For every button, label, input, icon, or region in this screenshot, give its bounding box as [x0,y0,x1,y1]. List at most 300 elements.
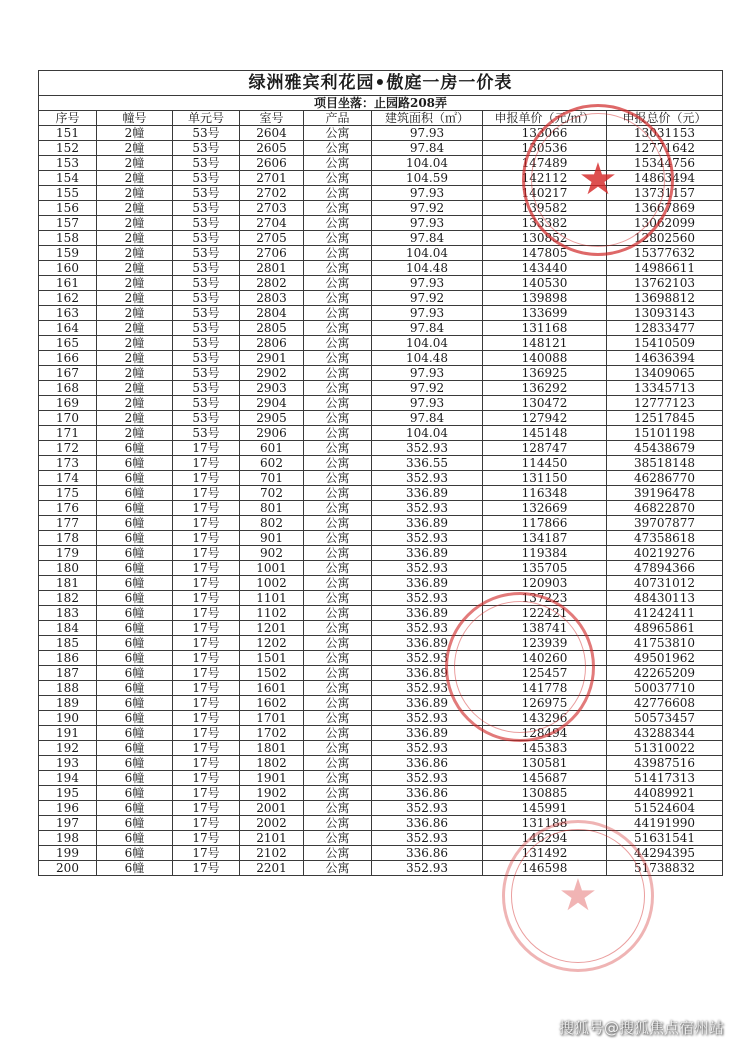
cell-unit-price: 130852 [483,231,607,246]
cell-product: 公寓 [304,546,372,561]
cell-area: 97.92 [372,201,483,216]
cell-total-price: 43987516 [607,756,723,771]
cell-area: 97.92 [372,291,483,306]
cell-unit-price: 137223 [483,591,607,606]
cell-total-price: 13093143 [607,306,723,321]
cell-building: 6幢 [97,771,173,786]
cell-area: 104.04 [372,156,483,171]
cell-unit: 53号 [173,186,240,201]
cell-area: 352.93 [372,441,483,456]
cell-unit: 17号 [173,531,240,546]
cell-serial: 156 [39,201,97,216]
cell-serial: 197 [39,816,97,831]
cell-unit: 53号 [173,201,240,216]
cell-serial: 192 [39,741,97,756]
cell-unit: 53号 [173,426,240,441]
cell-room: 2705 [240,231,304,246]
cell-product: 公寓 [304,246,372,261]
cell-building: 2幢 [97,321,173,336]
cell-room: 2903 [240,381,304,396]
cell-unit-price: 125457 [483,666,607,681]
cell-product: 公寓 [304,201,372,216]
cell-building: 6幢 [97,456,173,471]
cell-unit: 53号 [173,171,240,186]
cell-area: 352.93 [372,801,483,816]
cell-total-price: 13731157 [607,186,723,201]
watermark: 搜狐号@搜狐焦点宿州站 [558,1019,724,1037]
cell-unit-price: 131168 [483,321,607,336]
cell-serial: 178 [39,531,97,546]
table-row [39,426,723,441]
cell-product: 公寓 [304,186,372,201]
cell-product: 公寓 [304,261,372,276]
cell-unit: 53号 [173,321,240,336]
cell-unit: 53号 [173,126,240,141]
table-row [39,411,723,426]
cell-serial: 158 [39,231,97,246]
cell-product: 公寓 [304,501,372,516]
cell-room: 2901 [240,351,304,366]
seal-star-icon: ★ [578,154,618,205]
cell-product: 公寓 [304,786,372,801]
cell-product: 公寓 [304,681,372,696]
cell-total-price: 50037710 [607,681,723,696]
cell-unit-price: 139898 [483,291,607,306]
cell-building: 6幢 [97,516,173,531]
cell-unit-price: 123939 [483,636,607,651]
cell-unit-price: 142112 [483,171,607,186]
cell-product: 公寓 [304,831,372,846]
table-row [39,321,723,336]
cell-total-price: 14863494 [607,171,723,186]
cell-building: 2幢 [97,261,173,276]
cell-product: 公寓 [304,531,372,546]
cell-area: 336.55 [372,456,483,471]
cell-serial: 166 [39,351,97,366]
cell-room: 1801 [240,741,304,756]
cell-area: 97.93 [372,186,483,201]
table-row [39,696,723,711]
table-row [39,306,723,321]
cell-product: 公寓 [304,411,372,426]
cell-unit-price: 140530 [483,276,607,291]
table-row [39,276,723,291]
cell-unit-price: 117866 [483,516,607,531]
cell-unit: 17号 [173,846,240,861]
cell-area: 352.93 [372,591,483,606]
cell-product: 公寓 [304,711,372,726]
cell-unit: 53号 [173,306,240,321]
cell-building: 2幢 [97,186,173,201]
cell-room: 1702 [240,726,304,741]
col-header-area: 建筑面积（㎡） [372,111,483,126]
table-row [39,336,723,351]
cell-total-price: 47358618 [607,531,723,546]
cell-unit: 53号 [173,141,240,156]
table-row [39,456,723,471]
cell-unit-price: 147805 [483,246,607,261]
cell-serial: 183 [39,606,97,621]
cell-room: 2805 [240,321,304,336]
cell-unit-price: 145687 [483,771,607,786]
cell-product: 公寓 [304,561,372,576]
cell-serial: 159 [39,246,97,261]
cell-total-price: 39196478 [607,486,723,501]
cell-area: 97.84 [372,231,483,246]
cell-unit-price: 136292 [483,381,607,396]
cell-unit: 53号 [173,351,240,366]
project-location: 项目坐落：止园路208弄 [39,96,723,111]
cell-serial: 168 [39,381,97,396]
table-row [39,786,723,801]
cell-building: 6幢 [97,711,173,726]
cell-unit-price: 141778 [483,681,607,696]
cell-building: 2幢 [97,351,173,366]
table-row [39,471,723,486]
cell-building: 2幢 [97,381,173,396]
table-row [39,816,723,831]
col-header-total-price: 申报总价（元） [607,111,723,126]
cell-total-price: 40731012 [607,576,723,591]
table-row [39,711,723,726]
cell-room: 801 [240,501,304,516]
cell-unit-price: 133066 [483,126,607,141]
cell-serial: 180 [39,561,97,576]
cell-building: 2幢 [97,276,173,291]
cell-serial: 155 [39,186,97,201]
cell-unit-price: 116348 [483,486,607,501]
cell-product: 公寓 [304,426,372,441]
cell-building: 2幢 [97,231,173,246]
cell-building: 6幢 [97,441,173,456]
cell-area: 336.89 [372,666,483,681]
cell-product: 公寓 [304,846,372,861]
cell-serial: 157 [39,216,97,231]
cell-building: 6幢 [97,786,173,801]
cell-room: 2904 [240,396,304,411]
cell-unit: 17号 [173,606,240,621]
table-row [39,156,723,171]
cell-building: 6幢 [97,636,173,651]
cell-product: 公寓 [304,231,372,246]
col-header-serial: 序号 [39,111,97,126]
cell-room: 1501 [240,651,304,666]
cell-building: 6幢 [97,846,173,861]
cell-room: 1002 [240,576,304,591]
cell-unit: 17号 [173,576,240,591]
cell-product: 公寓 [304,816,372,831]
table-row [39,651,723,666]
cell-building: 6幢 [97,696,173,711]
table-row [39,531,723,546]
table-row [39,636,723,651]
cell-unit-price: 135705 [483,561,607,576]
cell-unit: 17号 [173,756,240,771]
cell-serial: 191 [39,726,97,741]
cell-room: 1602 [240,696,304,711]
cell-building: 6幢 [97,801,173,816]
cell-product: 公寓 [304,441,372,456]
cell-unit-price: 130536 [483,141,607,156]
col-header-room: 室号 [240,111,304,126]
cell-area: 352.93 [372,621,483,636]
cell-room: 2606 [240,156,304,171]
cell-product: 公寓 [304,726,372,741]
cell-area: 352.93 [372,531,483,546]
cell-serial: 176 [39,501,97,516]
cell-product: 公寓 [304,471,372,486]
table-row [39,621,723,636]
cell-building: 6幢 [97,621,173,636]
cell-area: 97.93 [372,216,483,231]
cell-total-price: 45438679 [607,441,723,456]
cell-total-price: 41242411 [607,606,723,621]
cell-area: 104.04 [372,246,483,261]
cell-product: 公寓 [304,276,372,291]
cell-unit: 53号 [173,396,240,411]
cell-area: 352.93 [372,831,483,846]
cell-serial: 164 [39,321,97,336]
cell-area: 336.89 [372,606,483,621]
cell-serial: 186 [39,651,97,666]
cell-total-price: 13409065 [607,366,723,381]
table-row [39,186,723,201]
cell-area: 97.93 [372,396,483,411]
cell-total-price: 12833477 [607,321,723,336]
cell-room: 2706 [240,246,304,261]
cell-area: 97.93 [372,276,483,291]
cell-total-price: 13345713 [607,381,723,396]
cell-area: 97.84 [372,321,483,336]
cell-room: 2704 [240,216,304,231]
table-row [39,291,723,306]
cell-building: 6幢 [97,606,173,621]
cell-building: 6幢 [97,681,173,696]
cell-serial: 175 [39,486,97,501]
cell-total-price: 43288344 [607,726,723,741]
cell-product: 公寓 [304,606,372,621]
cell-unit: 17号 [173,681,240,696]
cell-building: 6幢 [97,471,173,486]
cell-unit: 17号 [173,591,240,606]
cell-serial: 172 [39,441,97,456]
table-row [39,516,723,531]
cell-unit: 53号 [173,276,240,291]
cell-unit-price: 134187 [483,531,607,546]
cell-serial: 181 [39,576,97,591]
cell-area: 352.93 [372,471,483,486]
table-row [39,546,723,561]
cell-unit: 17号 [173,486,240,501]
cell-room: 2001 [240,801,304,816]
cell-total-price: 50573457 [607,711,723,726]
cell-total-price: 44191990 [607,816,723,831]
cell-total-price: 51524604 [607,801,723,816]
header-row [39,111,723,126]
table-row [39,561,723,576]
cell-product: 公寓 [304,696,372,711]
cell-unit-price: 119384 [483,546,607,561]
cell-total-price: 15344756 [607,156,723,171]
cell-area: 104.04 [372,426,483,441]
cell-serial: 190 [39,711,97,726]
cell-room: 802 [240,516,304,531]
cell-serial: 165 [39,336,97,351]
cell-unit: 53号 [173,216,240,231]
cell-unit: 53号 [173,291,240,306]
cell-unit: 17号 [173,726,240,741]
cell-serial: 198 [39,831,97,846]
cell-serial: 167 [39,366,97,381]
cell-building: 6幢 [97,651,173,666]
cell-area: 336.86 [372,756,483,771]
cell-unit-price: 145383 [483,741,607,756]
cell-unit-price: 133699 [483,306,607,321]
cell-room: 1802 [240,756,304,771]
cell-product: 公寓 [304,381,372,396]
table-row [39,141,723,156]
cell-unit-price: 140217 [483,186,607,201]
cell-room: 602 [240,456,304,471]
cell-product: 公寓 [304,801,372,816]
cell-unit: 53号 [173,231,240,246]
cell-unit: 17号 [173,501,240,516]
cell-total-price: 47894366 [607,561,723,576]
cell-building: 2幢 [97,291,173,306]
cell-total-price: 12802560 [607,231,723,246]
col-header-unit: 单元号 [173,111,240,126]
cell-building: 6幢 [97,666,173,681]
cell-unit: 17号 [173,741,240,756]
cell-building: 6幢 [97,861,173,876]
cell-unit: 17号 [173,636,240,651]
cell-building: 2幢 [97,171,173,186]
cell-unit: 17号 [173,831,240,846]
cell-total-price: 46286770 [607,471,723,486]
cell-unit: 53号 [173,381,240,396]
table-row [39,351,723,366]
cell-total-price: 48430113 [607,591,723,606]
cell-total-price: 51738832 [607,861,723,876]
cell-room: 2201 [240,861,304,876]
cell-unit-price: 120903 [483,576,607,591]
table-row [39,861,723,876]
cell-total-price: 15410509 [607,336,723,351]
cell-total-price: 51417313 [607,771,723,786]
cell-unit-price: 139582 [483,201,607,216]
cell-unit: 17号 [173,816,240,831]
cell-total-price: 13698812 [607,291,723,306]
cell-product: 公寓 [304,291,372,306]
cell-unit: 17号 [173,546,240,561]
cell-room: 902 [240,546,304,561]
cell-area: 97.93 [372,306,483,321]
table-row [39,756,723,771]
cell-unit: 53号 [173,156,240,171]
cell-product: 公寓 [304,861,372,876]
cell-product: 公寓 [304,396,372,411]
cell-room: 1601 [240,681,304,696]
table-row [39,501,723,516]
cell-product: 公寓 [304,456,372,471]
table-row [39,831,723,846]
cell-total-price: 44089921 [607,786,723,801]
cell-serial: 199 [39,846,97,861]
cell-area: 97.93 [372,126,483,141]
cell-product: 公寓 [304,756,372,771]
cell-area: 352.93 [372,741,483,756]
cell-room: 2802 [240,276,304,291]
cell-building: 2幢 [97,411,173,426]
table-row [39,261,723,276]
cell-product: 公寓 [304,216,372,231]
table-row [39,846,723,861]
cell-room: 1202 [240,636,304,651]
table-row [39,801,723,816]
cell-unit: 17号 [173,471,240,486]
cell-room: 2002 [240,816,304,831]
cell-area: 352.93 [372,861,483,876]
price-table [38,70,723,876]
cell-area: 336.86 [372,846,483,861]
cell-building: 2幢 [97,216,173,231]
col-header-building: 幢号 [97,111,173,126]
cell-unit: 17号 [173,621,240,636]
cell-unit: 17号 [173,666,240,681]
cell-area: 97.84 [372,141,483,156]
cell-serial: 161 [39,276,97,291]
cell-unit: 17号 [173,801,240,816]
cell-total-price: 13762103 [607,276,723,291]
cell-serial: 182 [39,591,97,606]
cell-unit-price: 131188 [483,816,607,831]
cell-room: 1102 [240,606,304,621]
cell-unit: 17号 [173,711,240,726]
table-row [39,396,723,411]
col-header-unit-price: 申报单价（元/㎡） [483,111,607,126]
cell-total-price: 40219276 [607,546,723,561]
cell-room: 2801 [240,261,304,276]
cell-area: 352.93 [372,501,483,516]
cell-room: 2701 [240,171,304,186]
cell-total-price: 44294395 [607,846,723,861]
cell-product: 公寓 [304,321,372,336]
table-row [39,201,723,216]
cell-total-price: 15101198 [607,426,723,441]
cell-room: 2605 [240,141,304,156]
table-row [39,741,723,756]
cell-area: 104.59 [372,171,483,186]
cell-room: 2703 [240,201,304,216]
cell-building: 2幢 [97,306,173,321]
table-row [39,246,723,261]
seal-star-icon: ★ [558,870,598,921]
table-row [39,231,723,246]
cell-unit: 53号 [173,246,240,261]
cell-unit: 53号 [173,336,240,351]
cell-serial: 173 [39,456,97,471]
price-sheet [38,70,722,876]
table-row [39,486,723,501]
cell-product: 公寓 [304,741,372,756]
cell-room: 601 [240,441,304,456]
cell-room: 2905 [240,411,304,426]
cell-area: 97.93 [372,366,483,381]
table-row [39,606,723,621]
cell-building: 2幢 [97,246,173,261]
cell-unit-price: 136925 [483,366,607,381]
cell-unit-price: 145991 [483,801,607,816]
